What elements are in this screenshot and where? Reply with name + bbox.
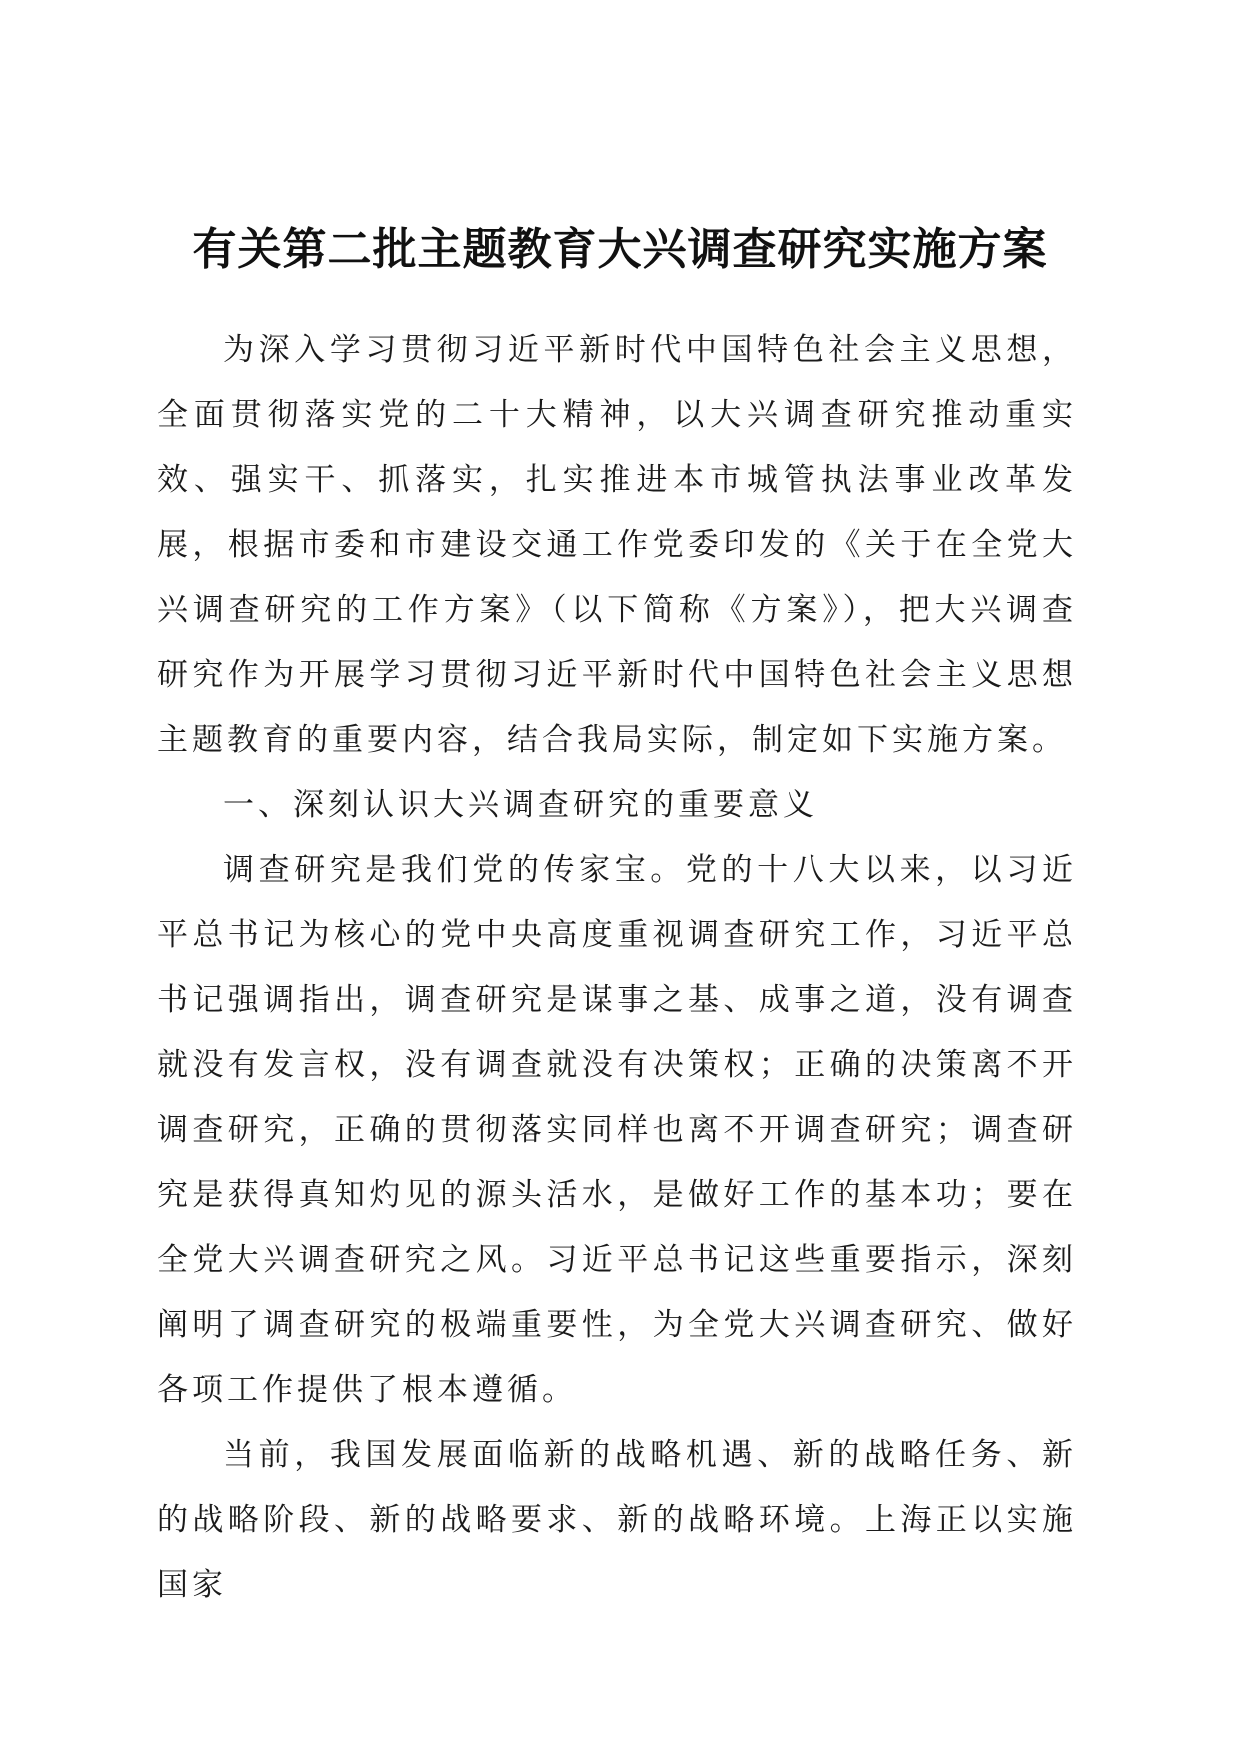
paragraph-current-situation: 当前，我国发展面临新的战略机遇、新的战略任务、新的战略阶段、新的战略要求、新的战略环境。上海正以实施国家 — [157, 1437, 1077, 1603]
document-body — [157, 318, 1077, 1618]
document-title: 有关第二批主题教育大兴调查研究实施方案 — [192, 224, 1048, 275]
section-heading-1: 一、深刻认识大兴调查研究的重要意义 — [223, 787, 818, 823]
paragraph-significance: 调查研究是我们党的传家宝。党的十八大以来，以习近平总书记为核心的党中央高度重视调查研究工作，习近平总书记强调指出，调查研究是谋事之基、成事之道，没有调查就没有发言权，没有调查就没有决策权；正确的决策离不开调查研究，正确的贯彻落实同样也离不开调查研究；调查研究是获得真知灼见的源头活水，是做好工作的基本功；要在全党大兴调查研究之风。习近平总书记这些重要指示，深刻阐明了调查研究的极端重要性，为全党大兴调查研究、做好各项工作提供了根本遵循。 — [157, 852, 1077, 1408]
paragraph-intro: 为深入学习贯彻习近平新时代中国特色社会主义思想，全面贯彻落实党的二十大精神，以大兴调查研究推动重实效、强实干、抓落实，扎实推进本市城管执法事业改革发展，根据市委和市建设交通工作党委印发的《关于在全党大兴调查研究的工作方案》（以下简称《方案》），把大兴调查研究作为开展学习贯彻习近平新时代中国特色社会主义思想主题教育的重要内容，结合我局实际，制定如下实施方案。 — [157, 332, 1077, 758]
